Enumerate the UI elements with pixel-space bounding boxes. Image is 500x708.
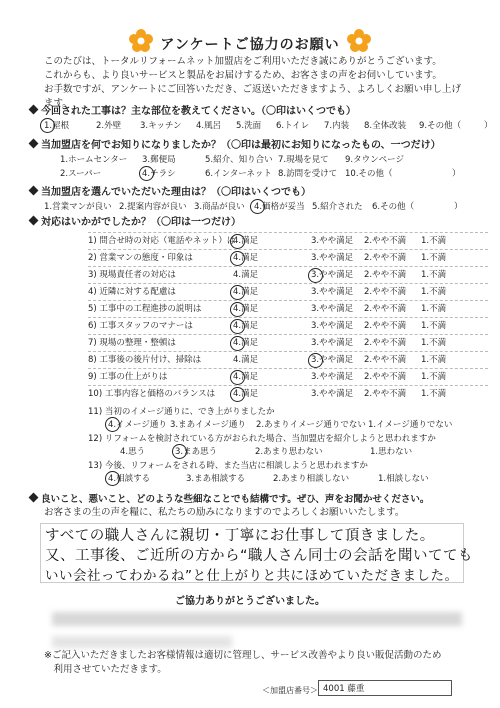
selection-circle bbox=[105, 417, 120, 432]
rating-option[interactable]: 1.不満 bbox=[421, 372, 447, 382]
rating-option[interactable]: 1.不満 bbox=[421, 236, 447, 246]
rating-option[interactable]: 1.不満 bbox=[421, 253, 447, 263]
rating-row bbox=[88, 334, 488, 352]
q13-label: 13) 今後、リフォームをされる時、また当店に相談しようと思われますか bbox=[88, 461, 368, 471]
rating-option[interactable]: 4.満足 bbox=[233, 321, 259, 331]
store-number-label: ＜加盟店番号＞ bbox=[262, 686, 318, 695]
rating-question: 1) 問合せ時の対応（電話やネット）は bbox=[88, 236, 236, 246]
thanks-text: ご協力ありがとうございました。 bbox=[175, 596, 325, 607]
rating-option[interactable]: 1.不満 bbox=[421, 389, 447, 399]
q1-heading: 今回された工事は？主な部位を教えてください。（〇印はいくつでも） bbox=[30, 105, 356, 118]
selection-circle bbox=[230, 370, 245, 385]
rating-question: 3) 現場責任者の対応は bbox=[88, 270, 176, 280]
rating-option[interactable]: 4.満足 bbox=[233, 253, 259, 263]
rating-option[interactable]: 3.やや満足 bbox=[311, 270, 354, 280]
rating-question: 7) 現場の整理・整頓は bbox=[88, 338, 176, 348]
redacted-area bbox=[52, 636, 232, 648]
comment-line: すべての職人さんに親切・丁寧にお仕事して頂きました。 bbox=[45, 528, 435, 544]
rating-question: 2) 営業マンの態度・印象は bbox=[88, 253, 193, 263]
rating-question: 10) 工事内容と価格のバランスは bbox=[88, 389, 216, 399]
rating-row bbox=[88, 317, 488, 335]
rating-question: 4) 近隣に対する配慮は bbox=[88, 287, 176, 297]
selection-circle bbox=[230, 302, 245, 317]
q11-label: 11) 当初のイメージ通りに、でき上がりましたか bbox=[88, 407, 275, 417]
rating-option[interactable]: 3.やや満足 bbox=[311, 287, 354, 297]
rating-option[interactable]: 4.満足 bbox=[233, 372, 259, 382]
q1-option: 3.キッチン bbox=[140, 121, 182, 131]
selection-circle bbox=[230, 319, 245, 334]
rating-row bbox=[88, 368, 488, 386]
rating-option[interactable]: 4.満足 bbox=[233, 338, 259, 348]
selection-circle bbox=[308, 268, 323, 283]
page-title: アンケートご協力のお願い bbox=[160, 37, 340, 53]
rating-option[interactable]: 3.やや満足 bbox=[311, 321, 354, 331]
rating-option[interactable]: 4.満足 bbox=[233, 355, 259, 365]
rating-option[interactable]: 2.やや不満 bbox=[364, 236, 407, 246]
q4-heading: 対応はいかがでしたか？（〇印は一つだけ） bbox=[30, 216, 241, 229]
rating-option[interactable]: 2.やや不満 bbox=[364, 321, 407, 331]
q12-label: 12) リフォームを検討されている方がおられた場合、当加盟店を紹介しようと思われますか bbox=[88, 434, 436, 444]
rating-row bbox=[88, 300, 488, 318]
rating-option[interactable]: 1.不満 bbox=[421, 355, 447, 365]
rating-row bbox=[88, 266, 488, 284]
q1-option: 5.洗面 bbox=[236, 121, 262, 131]
rating-row bbox=[88, 283, 488, 301]
rating-option[interactable]: 2.やや不満 bbox=[364, 270, 407, 280]
rating-option[interactable]: 2.やや不満 bbox=[364, 355, 407, 365]
rating-question: 6) 工事スタッフのマナーは bbox=[88, 321, 193, 331]
rating-option[interactable]: 1.不満 bbox=[421, 304, 447, 314]
q1-option: 4.風呂 bbox=[196, 121, 222, 131]
rating-row bbox=[88, 249, 488, 267]
selection-circle bbox=[250, 199, 265, 214]
comment-line: 又、工事後、ご近所の方から“職人さん同士の会話を聞いてても bbox=[45, 548, 474, 564]
q1-option: 1.屋根 bbox=[44, 121, 70, 131]
rating-question: 9) 工事の仕上がりは bbox=[88, 372, 168, 382]
rating-option[interactable]: 3.やや満足 bbox=[311, 372, 354, 382]
rating-option[interactable]: 1.不満 bbox=[421, 270, 447, 280]
q1-option: 2.外壁 bbox=[96, 121, 122, 131]
q3-heading: 当加盟店を選んでいただいた理由は？（〇印はいくつでも） bbox=[30, 186, 311, 199]
comments-sublabel: お客さまの生の声を糧に、私たちの励みになりますのでよろしくお願いいたします。 bbox=[44, 507, 405, 518]
rating-option[interactable]: 2.やや不満 bbox=[364, 304, 407, 314]
selection-circle bbox=[230, 251, 245, 266]
rating-option[interactable]: 3.やや満足 bbox=[311, 338, 354, 348]
q2-heading: 当加盟店を何でお知りになりましたか？（〇印は最初にお知りになったもの、一つだけ） bbox=[30, 139, 441, 152]
rating-option[interactable]: 1.不満 bbox=[421, 321, 447, 331]
comment-line: いい会社ってわかるね”と仕上がりと共にほめていただきました。 bbox=[45, 568, 459, 584]
rating-option[interactable]: 1.不満 bbox=[421, 338, 447, 348]
rating-option[interactable]: 4.満足 bbox=[233, 270, 259, 280]
selection-circle bbox=[139, 166, 154, 181]
q1-option: 6.トイレ bbox=[276, 121, 310, 131]
selection-circle bbox=[230, 387, 245, 402]
rating-row bbox=[88, 232, 488, 250]
selection-circle bbox=[40, 118, 55, 133]
selection-circle bbox=[230, 234, 245, 249]
rating-option[interactable]: 1.不満 bbox=[421, 287, 447, 297]
selection-circle bbox=[230, 336, 245, 351]
rating-option[interactable]: 2.やや不満 bbox=[364, 372, 407, 382]
privacy-note: ※ご記入いただきましたお客様情報は適切に管理し、サービス改善やより良い販促活動のため 利用させていただきます。 bbox=[44, 650, 442, 675]
q1-option: 7.内装 bbox=[324, 121, 350, 131]
store-number-field[interactable]: 4001 藤重 bbox=[318, 680, 452, 696]
rating-question: 5) 工事中の工程進捗の説明は bbox=[88, 304, 202, 314]
rating-option[interactable]: 2.やや不満 bbox=[364, 389, 407, 399]
rating-option[interactable]: 3.やや満足 bbox=[311, 389, 354, 399]
rating-option[interactable]: 2.やや不満 bbox=[364, 338, 407, 348]
rating-option[interactable]: 3.やや満足 bbox=[311, 236, 354, 246]
comments-heading: 良いこと、悪いこと、どのような些細なことでも結構です。ぜひ、声をお聞かせください。 bbox=[30, 493, 429, 506]
q1-option: 8.全体改装 bbox=[364, 121, 407, 131]
rating-option[interactable]: 4.満足 bbox=[233, 389, 259, 399]
rating-option[interactable]: 2.やや不満 bbox=[364, 253, 407, 263]
redacted-area bbox=[52, 612, 462, 626]
rating-option[interactable]: 2.やや不満 bbox=[364, 287, 407, 297]
rating-row bbox=[88, 385, 488, 403]
selection-circle bbox=[172, 444, 187, 459]
rating-option[interactable]: 3.やや満足 bbox=[311, 355, 354, 365]
rating-option[interactable]: 4.満足 bbox=[233, 236, 259, 246]
rating-option[interactable]: 4.満足 bbox=[233, 304, 259, 314]
selection-circle bbox=[308, 353, 323, 368]
q1-option: 9.その他（ bbox=[419, 121, 462, 131]
rating-option[interactable]: 3.やや満足 bbox=[311, 304, 354, 314]
selection-circle bbox=[230, 285, 245, 300]
rating-question: 8) 工事後の後片付け、掃除は bbox=[88, 355, 202, 365]
rating-option[interactable]: 4.満足 bbox=[233, 287, 259, 297]
selection-circle bbox=[105, 471, 120, 486]
intro-text: このたびは、トータルリフォームネット加盟店をご利用いただき誠にありがとうございます。 これからも、より良いサービスと製品をお届けするため、お客さまの声をお伺いしています。 お手数ですが、アンケートにご回答いただき、ご返送いただきますよう、よろしくお願い申し上げます。 bbox=[44, 56, 462, 109]
rating-row bbox=[88, 351, 488, 369]
rating-option[interactable]: 3.やや満足 bbox=[311, 253, 354, 263]
